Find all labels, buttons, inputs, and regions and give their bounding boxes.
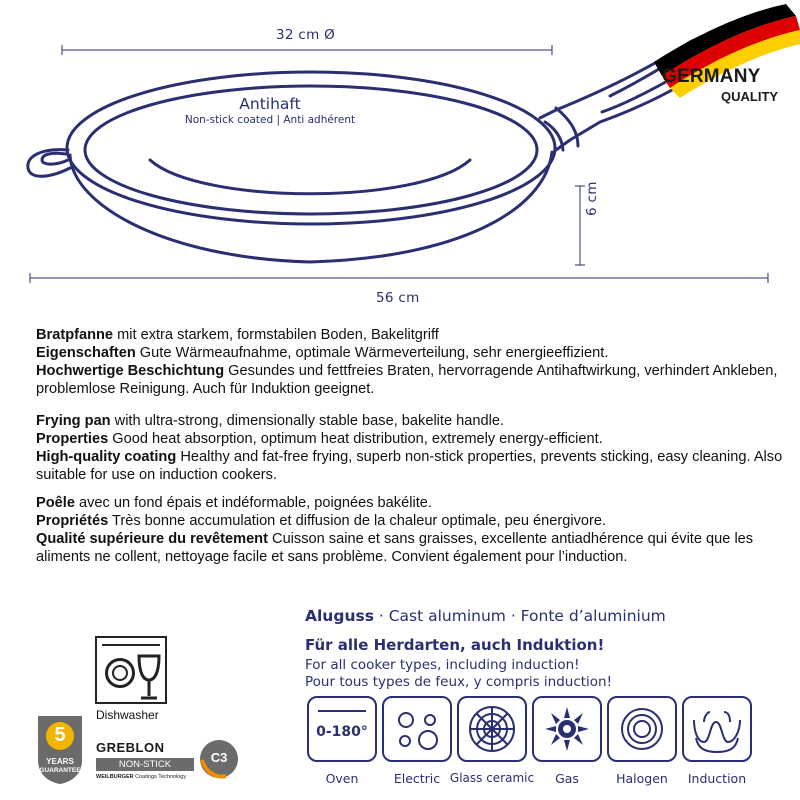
cooker-line-en: For all cooker types, including induction! xyxy=(305,657,580,673)
description-en xyxy=(36,412,786,484)
warranty-guarantee: GUARANTEE xyxy=(39,767,81,774)
greblon-logo xyxy=(94,736,244,786)
greblon-maker: WEILBURGER Coatings Technology xyxy=(96,774,187,780)
desc-de-line-1: Bratpfanne mit extra starkem, formstabilen Boden, Bakelitgriff xyxy=(36,327,439,343)
cooker-label-halogen: Halogen xyxy=(616,771,668,786)
warranty-badge xyxy=(34,714,86,786)
electric-hob-icon xyxy=(382,696,452,762)
desc-fr-line-2: Propriétés Très bonne accumulation et diffusion de la chaleur optimale, peu énergivore. xyxy=(36,513,607,529)
greblon-sub: NON-STICK xyxy=(96,758,194,771)
cooker-label-oven: Oven xyxy=(325,771,359,786)
pan-body xyxy=(70,152,552,262)
dishwasher-label: Dishwasher xyxy=(96,708,159,722)
desc-en-line-2: Properties Good heat absorption, optimum heat distribution, extremely energy-efficient. xyxy=(36,431,603,447)
coating-title: Antihaft xyxy=(239,95,301,113)
halogen-hob-icon xyxy=(607,696,677,762)
oven-icon xyxy=(307,696,377,762)
diameter-label: 32 cm Ø xyxy=(276,27,336,43)
glass-ceramic-hob-icon xyxy=(457,696,527,762)
greblon-grade: C3 xyxy=(210,750,228,765)
description-de xyxy=(36,326,786,398)
gas-burner-icon xyxy=(532,696,602,762)
desc-fr-line-3: Qualité supérieure du revêtement Cuisson saine et sans graisses, excellente antiadhérence qui évite que les aliments ne collent, nettoyage facile et sans problème. Convient également pour l’induction. xyxy=(36,531,754,565)
desc-de-line-2: Eigenschaften Gute Wärmeaufnahme, optimale Wärmeverteilung, sehr energieeffizient. xyxy=(36,345,609,361)
germany-quality-badge xyxy=(648,0,800,120)
desc-en-line-1: Frying pan with ultra-strong, dimensionally stable base, bakelite handle. xyxy=(36,413,505,429)
oven-temp: 0-180° xyxy=(316,724,368,740)
badge-country: GERMANY xyxy=(662,66,761,87)
greblon-name: GREBLON xyxy=(96,740,165,755)
material-bold: Aluguss xyxy=(305,607,374,625)
warranty-years: YEARS xyxy=(46,757,74,766)
induction-hob-icon xyxy=(682,696,752,762)
length-label: 56 cm xyxy=(376,290,420,306)
cooker-line-fr: Pour tous types de feux, y compris induction! xyxy=(305,674,613,690)
dishwasher-icon xyxy=(95,636,167,704)
warranty-number: 5 xyxy=(54,724,66,746)
cooker-label-glass-ceramic: Glass ceramic xyxy=(449,771,535,785)
cooker-label-gas: Gas xyxy=(555,771,579,786)
material-rest: · Cast aluminum · Fonte d’aluminium xyxy=(373,607,666,625)
material-line xyxy=(305,607,666,625)
desc-fr-line-1: Poêle avec un fond épais et indéformable, poignées bakélite. xyxy=(36,495,432,511)
height-label: 6 cm xyxy=(584,181,600,216)
desc-en-line-3: High-quality coating Healthy and fat-free frying, superb non-stick properties, prevents sticking, easy cleaning. Also suitable for use on induction cookers. xyxy=(36,449,783,483)
coating-subtitle: Non-stick coated | Anti adhérent xyxy=(184,114,356,126)
badge-quality: QUALITY xyxy=(721,89,779,104)
description-fr xyxy=(36,494,786,566)
cooker-title: Für alle Herdarten, auch Induktion! xyxy=(305,636,605,654)
cooker-label-induction: Induction xyxy=(687,771,747,786)
cooker-label-electric: Electric xyxy=(393,771,441,786)
desc-de-line-3: Hochwertige Beschichtung Gesundes und fettfreies Braten, hervorragende Antihaftwirkung, verhindert Ankleben, problemlose Reinigung. Auch für Induktion geeignet. xyxy=(36,363,778,397)
